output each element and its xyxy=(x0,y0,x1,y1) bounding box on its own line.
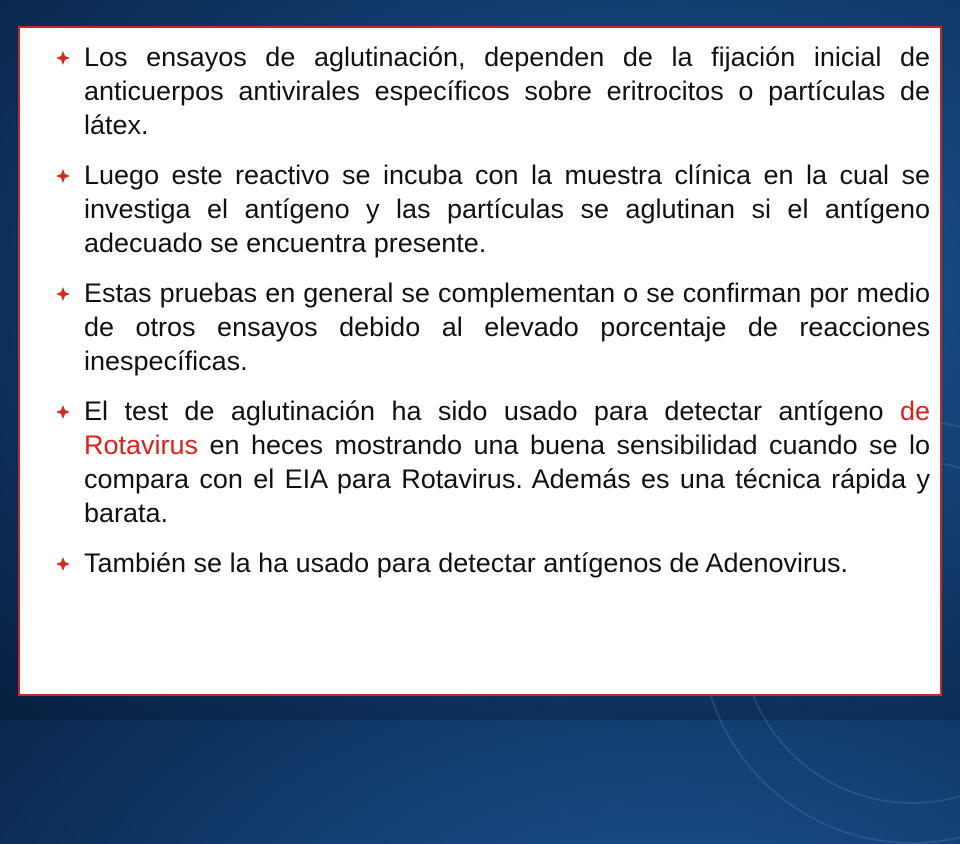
diamond-bullet-icon xyxy=(56,51,70,65)
list-item xyxy=(50,40,930,142)
list-item xyxy=(50,546,930,580)
bullet-text-end: en heces mostrando una buena sensibilidad cuando se lo compara con el EIA para Rotavirus. Además es una técnica rápida y barata. xyxy=(84,430,930,528)
bullet-text: Los ensayos de aglutinación, dependen de la fijación inicial de anticuerpos antivirales específicos sobre eritrocitos o partículas de látex. xyxy=(84,42,930,140)
bullet-text xyxy=(84,394,930,530)
bullet-list xyxy=(50,40,930,596)
list-item xyxy=(50,158,930,260)
bullet-text: Luego este reactivo se incuba con la muestra clínica en la cual se investiga el antígeno y las partículas se aglutinan si el antígeno adecuado se encuentra presente. xyxy=(84,160,930,258)
diamond-bullet-icon xyxy=(56,169,70,183)
list-item xyxy=(50,394,930,530)
diamond-bullet-icon xyxy=(56,287,70,301)
bullet-text-start: El test de aglutinación ha sido usado para detectar antígeno xyxy=(84,396,884,426)
bullet-text: Estas pruebas en general se complementan o se confirman por medio de otros ensayos debido al elevado porcentaje de reacciones inespecíficas. xyxy=(84,278,930,376)
list-item xyxy=(50,276,930,378)
bullet-text: También se la ha usado para detectar antígenos de Adenovirus. xyxy=(84,548,849,578)
diamond-bullet-icon xyxy=(56,405,70,419)
content-panel xyxy=(18,26,942,696)
diamond-bullet-icon xyxy=(56,557,70,571)
highlighted-text: de Rotavirus xyxy=(84,396,930,460)
